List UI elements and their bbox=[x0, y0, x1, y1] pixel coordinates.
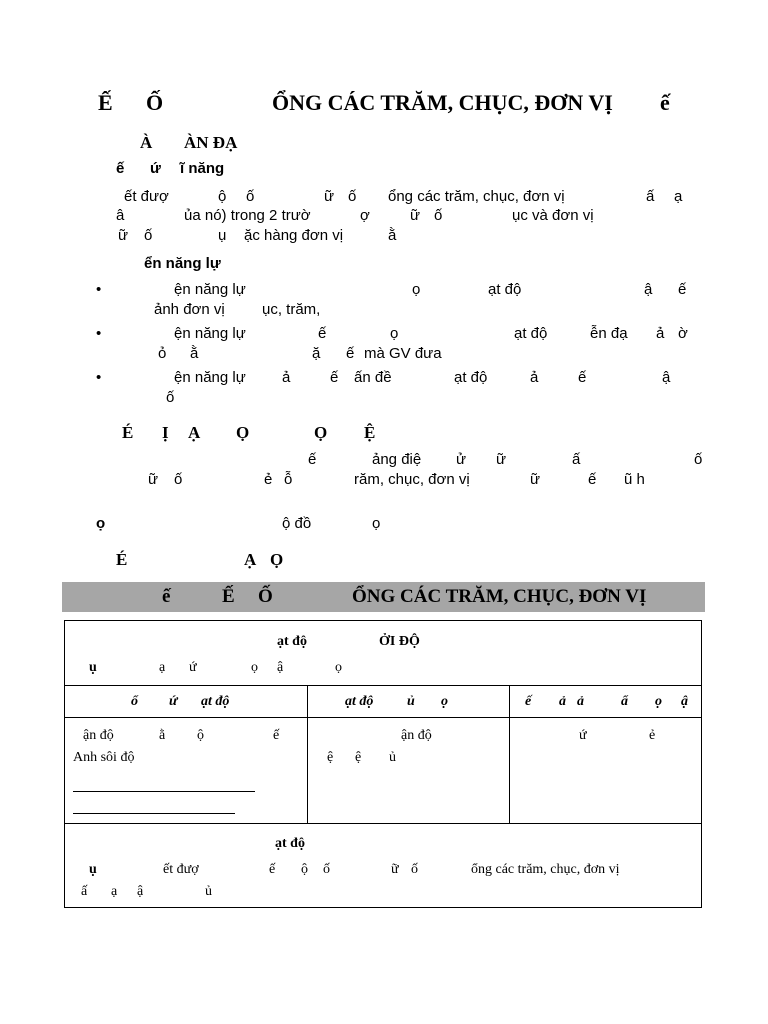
table-divider bbox=[307, 685, 308, 823]
section-heading-b: ÀN ĐẠ bbox=[184, 133, 238, 152]
bullet-text: ậ bbox=[644, 281, 653, 298]
text-fragment: ết đượ bbox=[124, 188, 169, 205]
student-prep-label: ọ bbox=[96, 515, 106, 532]
column-header: ế bbox=[525, 694, 532, 709]
column-header: ọ bbox=[655, 694, 662, 709]
heading-fragment: Ị bbox=[162, 423, 169, 442]
text-fragment: ặc hàng đơn vị bbox=[244, 227, 344, 244]
bullet-text: ảnh đơn vị bbox=[154, 301, 225, 318]
cell-text: ủ bbox=[389, 750, 396, 765]
goal-text: ủ bbox=[205, 884, 212, 899]
bullet-text: ọ bbox=[390, 325, 399, 342]
competence-heading: ển năng lự bbox=[144, 255, 221, 272]
column-header: ổ bbox=[131, 694, 138, 709]
goal-text: ứ bbox=[189, 660, 197, 675]
cell-text: ằ bbox=[159, 728, 166, 743]
bullet-text: ậ bbox=[662, 369, 671, 386]
text-fragment: ố bbox=[434, 207, 443, 224]
bullet-text: ấn đề bbox=[354, 369, 392, 386]
goal-label: ụ bbox=[89, 660, 97, 675]
bullet-text: ế bbox=[318, 325, 327, 342]
table-divider bbox=[65, 823, 701, 824]
banner-text: Ố bbox=[258, 586, 273, 607]
text-fragment: ế bbox=[308, 451, 317, 468]
column-header: ạt độ bbox=[345, 694, 374, 709]
column-header: ủ bbox=[407, 694, 415, 709]
bullet-dot: • bbox=[96, 369, 102, 386]
cell-text: ệ bbox=[327, 750, 334, 765]
text-fragment: ổng các trăm, chục, đơn vị bbox=[388, 188, 565, 205]
table-divider bbox=[509, 685, 510, 823]
title-fragment: ế bbox=[660, 90, 670, 115]
bullet-text: mà GV đưa bbox=[364, 345, 442, 362]
knowledge-heading: ế bbox=[116, 160, 125, 177]
goal-text: ố bbox=[323, 862, 330, 877]
bullet-text: ạt độ bbox=[454, 369, 488, 386]
text-fragment: ố bbox=[348, 188, 357, 205]
bullet-text: ố bbox=[166, 389, 175, 406]
heading-fragment: É bbox=[122, 423, 134, 442]
goal-text: ổng các trăm, chục, đơn vị bbox=[471, 862, 620, 877]
column-header: ẩ bbox=[621, 694, 628, 709]
cell-text: ứ bbox=[579, 728, 587, 743]
text-fragment: răm, chục, đơn vị bbox=[354, 471, 470, 488]
heading-fragment: É bbox=[116, 550, 128, 569]
title-fragment: Ế bbox=[98, 90, 113, 115]
bullet-text: ỏ bbox=[158, 345, 167, 362]
bullet-text: ạt độ bbox=[514, 325, 548, 342]
table-divider bbox=[65, 717, 701, 718]
heading-fragment: Ạ bbox=[244, 550, 257, 569]
lesson-table bbox=[64, 620, 702, 908]
blank-line bbox=[73, 813, 235, 814]
activity-title: ạt độ bbox=[275, 836, 305, 851]
bullet-text: ờ bbox=[678, 325, 688, 342]
column-header: ậ bbox=[681, 694, 688, 709]
goal-text: ậ bbox=[137, 884, 144, 899]
text-fragment: ấ bbox=[572, 451, 581, 468]
text-fragment: ợ bbox=[360, 207, 370, 224]
bullet-text: ện năng lự bbox=[174, 281, 246, 298]
bullet-text: ả bbox=[282, 369, 291, 386]
bullet-text: ế bbox=[330, 369, 339, 386]
bullet-text: ả bbox=[656, 325, 665, 342]
bullet-text: ạt độ bbox=[488, 281, 522, 298]
cell-text: ận độ bbox=[401, 728, 432, 743]
heading-fragment: Ọ bbox=[270, 550, 284, 569]
text-fragment: ữ bbox=[530, 471, 541, 488]
bullet-dot: • bbox=[96, 281, 102, 298]
goal-text: ố bbox=[411, 862, 418, 877]
text-fragment: ữ bbox=[148, 471, 159, 488]
text-fragment: â bbox=[116, 207, 125, 224]
goal-text: ọ bbox=[335, 660, 342, 675]
banner-text: ế bbox=[162, 586, 171, 607]
cell-text: ẻ bbox=[649, 728, 656, 743]
column-header: ứ bbox=[169, 694, 178, 709]
bullet-text: ế bbox=[578, 369, 587, 386]
text-fragment: ũ h bbox=[624, 471, 645, 488]
text-fragment: ử bbox=[456, 451, 467, 468]
bullet-text: ả bbox=[530, 369, 539, 386]
activity-title: ỞI ĐỘ bbox=[379, 634, 420, 649]
goal-label: ụ bbox=[89, 862, 97, 877]
column-header: ạt độ bbox=[201, 694, 230, 709]
goal-text: ữ bbox=[391, 862, 399, 877]
text-fragment: ữ bbox=[118, 227, 129, 244]
goal-text: ết đượ bbox=[163, 862, 199, 877]
text-fragment: ảng điệ bbox=[372, 451, 422, 468]
text-fragment: ằ bbox=[388, 227, 397, 244]
bullet-dot: • bbox=[96, 325, 102, 342]
heading-fragment: Ệ bbox=[364, 423, 376, 442]
heading-fragment: Ọ bbox=[314, 423, 328, 442]
text-fragment: ố bbox=[174, 471, 183, 488]
section-heading-a: À bbox=[140, 133, 153, 152]
text-fragment: ố bbox=[694, 451, 703, 468]
bullet-text: ục, trăm, bbox=[262, 301, 321, 318]
bullet-text: ện năng lự bbox=[174, 325, 246, 342]
goal-text: ạ bbox=[159, 660, 166, 675]
goal-text: ấ bbox=[81, 884, 88, 899]
student-prep-text: ộ đồ bbox=[282, 515, 312, 532]
knowledge-heading: ứ bbox=[150, 160, 161, 177]
cell-text: ộ bbox=[197, 728, 204, 743]
goal-text: ộ bbox=[301, 862, 308, 877]
bullet-text: ằ bbox=[190, 345, 199, 362]
text-fragment: ữ bbox=[496, 451, 507, 468]
bullet-text: ế bbox=[678, 281, 687, 298]
text-fragment: ữ bbox=[410, 207, 421, 224]
knowledge-heading: ĩ năng bbox=[180, 160, 225, 177]
column-header: ả bbox=[559, 694, 566, 709]
activity-title: ạt độ bbox=[277, 634, 307, 649]
text-fragment: ụ bbox=[218, 227, 227, 244]
bullet-text: ế bbox=[346, 345, 355, 362]
cell-text: ệ bbox=[355, 750, 362, 765]
blank-line bbox=[73, 791, 255, 792]
goal-text: ọ bbox=[251, 660, 258, 675]
text-fragment: ấ bbox=[646, 188, 655, 205]
text-fragment: ục và đơn vị bbox=[512, 207, 594, 224]
goal-text: ậ bbox=[277, 660, 284, 675]
text-fragment: ữ bbox=[324, 188, 335, 205]
cell-text: ận độ bbox=[83, 728, 114, 743]
title-main: ỔNG CÁC TRĂM, CHỤC, ĐƠN VỊ bbox=[272, 90, 613, 115]
column-header: ả bbox=[577, 694, 584, 709]
text-fragment: ẻ bbox=[264, 471, 273, 488]
bullet-text: ọ bbox=[412, 281, 421, 298]
banner-text: ỔNG CÁC TRĂM, CHỤC, ĐƠN VỊ bbox=[352, 586, 647, 607]
goal-text: ạ bbox=[111, 884, 118, 899]
cell-text: Anh sôi độ bbox=[73, 750, 135, 765]
bullet-text: ặ bbox=[312, 345, 321, 362]
text-fragment: ỗ bbox=[284, 471, 293, 488]
heading-fragment: Ọ bbox=[236, 423, 250, 442]
text-fragment: ế bbox=[588, 471, 597, 488]
text-fragment: ủa nó) trong 2 trườ bbox=[184, 207, 311, 224]
goal-text: ế bbox=[269, 862, 276, 877]
text-fragment: ố bbox=[246, 188, 255, 205]
bullet-text: ễn đạ bbox=[590, 325, 628, 342]
bullet-text: ện năng lự bbox=[174, 369, 246, 386]
banner-text: Ế bbox=[222, 586, 235, 607]
heading-fragment: Ạ bbox=[188, 423, 201, 442]
text-fragment: ố bbox=[144, 227, 153, 244]
table-divider bbox=[65, 685, 701, 686]
cell-text: ế bbox=[273, 728, 280, 743]
student-prep-text: ọ bbox=[372, 515, 381, 532]
column-header: ọ bbox=[441, 694, 448, 709]
title-fragment: Ố bbox=[146, 90, 164, 115]
text-fragment: ạ bbox=[674, 188, 683, 205]
text-fragment: ộ bbox=[218, 188, 227, 205]
lesson-banner bbox=[62, 582, 705, 612]
